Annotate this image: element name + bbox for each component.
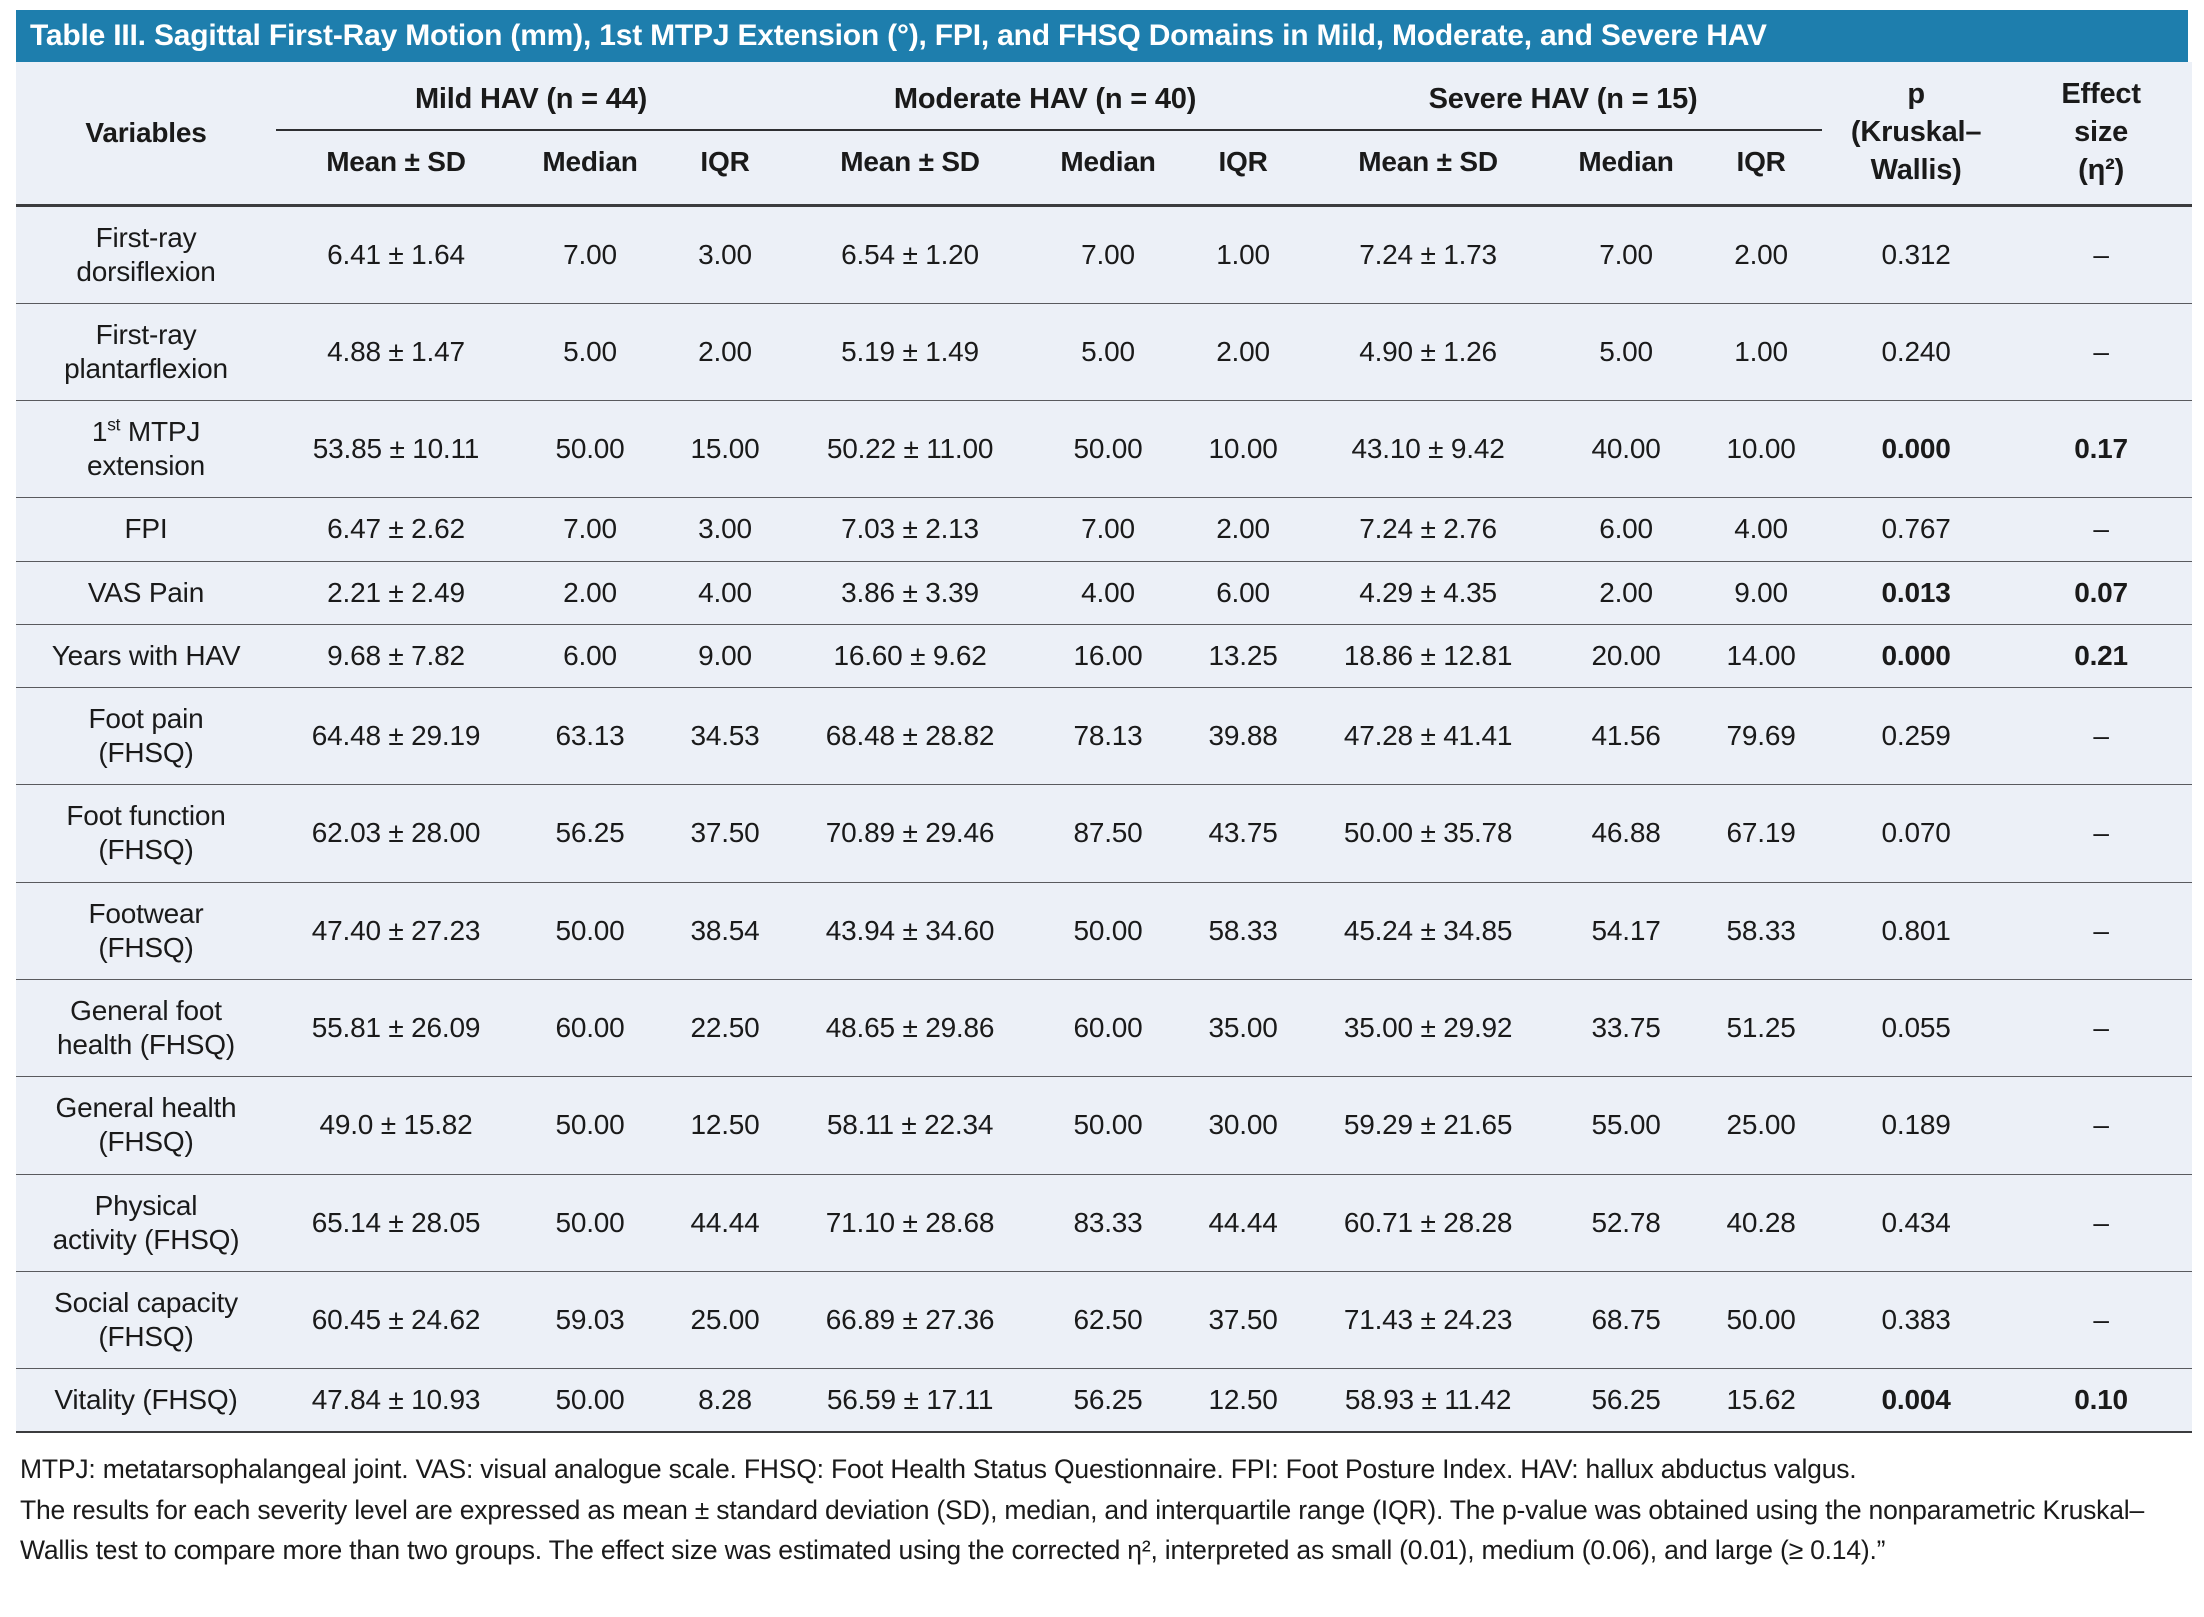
row-label: First-ray plantarflexion [16,303,276,400]
cell-mild-mean-sd: 60.45 ± 24.62 [276,1271,516,1368]
cell-mild-iqr: 34.53 [664,687,786,784]
cell-mild-iqr: 38.54 [664,882,786,979]
table-row [16,1271,2192,1368]
cell-mild-iqr: 22.50 [664,979,786,1076]
cell-p-value: 0.312 [1822,205,2010,303]
table-row [16,498,2192,561]
cell-moderate-mean-sd: 50.22 ± 11.00 [786,401,1034,498]
cell-severe-median: 33.75 [1552,979,1700,1076]
row-label: Social capacity (FHSQ) [16,1271,276,1368]
cell-mild-mean-sd: 49.0 ± 15.82 [276,1077,516,1174]
cell-moderate-median: 87.50 [1034,785,1182,882]
row-label: General foot health (FHSQ) [16,979,276,1076]
results-table [16,62,2192,1433]
cell-severe-iqr: 9.00 [1700,561,1822,624]
cell-effect-size: – [2010,205,2192,303]
cell-p-value: 0.767 [1822,498,2010,561]
cell-moderate-median: 7.00 [1034,498,1182,561]
table-row [16,303,2192,400]
row-label: VAS Pain [16,561,276,624]
cell-mild-median: 5.00 [516,303,664,400]
p-header-line-2: (Kruskal– [1850,115,1982,148]
cell-mild-median: 2.00 [516,561,664,624]
cell-mild-mean-sd: 47.40 ± 27.23 [276,882,516,979]
cell-severe-median: 20.00 [1552,624,1700,687]
cell-mild-median: 50.00 [516,1369,664,1433]
cell-p-value: 0.434 [1822,1174,2010,1271]
cell-moderate-median: 7.00 [1034,205,1182,303]
moderate-iqr-header: IQR [1218,146,1268,178]
cell-mild-median: 59.03 [516,1271,664,1368]
cell-effect-size: 0.17 [2010,401,2192,498]
cell-p-value: 0.383 [1822,1271,2010,1368]
cell-effect-size: – [2010,1077,2192,1174]
cell-severe-median: 54.17 [1552,882,1700,979]
cell-moderate-mean-sd: 7.03 ± 2.13 [786,498,1034,561]
cell-moderate-iqr: 6.00 [1182,561,1304,624]
cell-p-value: 0.000 [1822,401,2010,498]
cell-moderate-mean-sd: 70.89 ± 29.46 [786,785,1034,882]
cell-mild-iqr: 4.00 [664,561,786,624]
cell-mild-iqr: 2.00 [664,303,786,400]
cell-moderate-mean-sd: 43.94 ± 34.60 [786,882,1034,979]
cell-severe-median: 41.56 [1552,687,1700,784]
cell-mild-median: 56.25 [516,785,664,882]
cell-moderate-iqr: 30.00 [1182,1077,1304,1174]
row-label: 1st MTPJ extension [16,401,276,498]
effect-header-line-2: size [2074,115,2129,148]
cell-p-value: 0.240 [1822,303,2010,400]
table-row [16,882,2192,979]
cell-severe-iqr: 4.00 [1700,498,1822,561]
cell-severe-iqr: 79.69 [1700,687,1822,784]
cell-moderate-iqr: 1.00 [1182,205,1304,303]
cell-p-value: 0.070 [1822,785,2010,882]
cell-severe-mean-sd: 7.24 ± 2.76 [1304,498,1552,561]
cell-severe-median: 6.00 [1552,498,1700,561]
cell-moderate-iqr: 13.25 [1182,624,1304,687]
group-header-moderate: Moderate HAV (n = 40) [786,62,1304,130]
cell-effect-size: 0.07 [2010,561,2192,624]
cell-effect-size: 0.10 [2010,1369,2192,1433]
cell-mild-mean-sd: 65.14 ± 28.05 [276,1174,516,1271]
cell-severe-median: 52.78 [1552,1174,1700,1271]
cell-severe-mean-sd: 47.28 ± 41.41 [1304,687,1552,784]
mild-mean-sd-header: Mean ± SD [326,146,466,178]
cell-mild-median: 50.00 [516,1077,664,1174]
row-label: First-ray dorsiflexion [16,205,276,303]
footnote-abbreviations: MTPJ: metatarsophalangeal joint. VAS: visual analogue scale. FHSQ: Foot Health Status Questionnaire. FPI: Foot Posture Index. HAV: hallux abductus valgus. [20,1454,1857,1485]
cell-effect-size: – [2010,979,2192,1076]
cell-mild-iqr: 25.00 [664,1271,786,1368]
cell-mild-iqr: 15.00 [664,401,786,498]
cell-severe-mean-sd: 59.29 ± 21.65 [1304,1077,1552,1174]
table-footnotes [16,1433,2196,1570]
cell-severe-iqr: 51.25 [1700,979,1822,1076]
cell-p-value: 0.013 [1822,561,2010,624]
cell-severe-iqr: 25.00 [1700,1077,1822,1174]
cell-effect-size: – [2010,882,2192,979]
cell-moderate-median: 50.00 [1034,401,1182,498]
cell-moderate-mean-sd: 3.86 ± 3.39 [786,561,1034,624]
cell-mild-median: 50.00 [516,882,664,979]
cell-moderate-median: 50.00 [1034,882,1182,979]
cell-mild-mean-sd: 64.48 ± 29.19 [276,687,516,784]
cell-moderate-median: 56.25 [1034,1369,1182,1433]
cell-severe-median: 40.00 [1552,401,1700,498]
table-row [16,1077,2192,1174]
cell-effect-size: – [2010,785,2192,882]
cell-severe-iqr: 15.62 [1700,1369,1822,1433]
cell-moderate-median: 62.50 [1034,1271,1182,1368]
moderate-mean-sd-header: Mean ± SD [840,146,980,178]
cell-moderate-median: 5.00 [1034,303,1182,400]
cell-p-value: 0.004 [1822,1369,2010,1433]
cell-moderate-iqr: 10.00 [1182,401,1304,498]
table-row [16,624,2192,687]
cell-mild-mean-sd: 2.21 ± 2.49 [276,561,516,624]
cell-moderate-median: 50.00 [1034,1077,1182,1174]
cell-severe-mean-sd: 4.90 ± 1.26 [1304,303,1552,400]
mild-iqr-header: IQR [700,146,750,178]
group-header-severe: Severe HAV (n = 15) [1304,62,1822,130]
cell-severe-mean-sd: 43.10 ± 9.42 [1304,401,1552,498]
cell-p-value: 0.055 [1822,979,2010,1076]
cell-moderate-mean-sd: 6.54 ± 1.20 [786,205,1034,303]
cell-moderate-iqr: 35.00 [1182,979,1304,1076]
cell-severe-median: 5.00 [1552,303,1700,400]
group-header-mild: Mild HAV (n = 44) [276,62,786,130]
cell-severe-median: 68.75 [1552,1271,1700,1368]
row-label: Footwear (FHSQ) [16,882,276,979]
p-header-line-3: Wallis) [1870,153,1962,186]
mild-median-header: Median [542,146,638,178]
severe-median-header: Median [1578,146,1674,178]
variables-column-header: Variables [85,116,207,148]
severe-mean-sd-header: Mean ± SD [1358,146,1498,178]
cell-effect-size: – [2010,687,2192,784]
row-label: FPI [16,498,276,561]
cell-severe-mean-sd: 58.93 ± 11.42 [1304,1369,1552,1433]
cell-severe-mean-sd: 60.71 ± 28.28 [1304,1174,1552,1271]
effect-header-line-3: (η²) [2078,153,2125,186]
cell-severe-mean-sd: 45.24 ± 34.85 [1304,882,1552,979]
cell-severe-iqr: 14.00 [1700,624,1822,687]
cell-mild-median: 7.00 [516,498,664,561]
cell-severe-mean-sd: 71.43 ± 24.23 [1304,1271,1552,1368]
cell-mild-median: 7.00 [516,205,664,303]
cell-mild-median: 50.00 [516,1174,664,1271]
cell-moderate-mean-sd: 16.60 ± 9.62 [786,624,1034,687]
cell-severe-median: 56.25 [1552,1369,1700,1433]
results-table-body [16,205,2192,1432]
cell-severe-median: 55.00 [1552,1077,1700,1174]
cell-moderate-median: 16.00 [1034,624,1182,687]
severe-iqr-header: IQR [1736,146,1786,178]
cell-effect-size: – [2010,498,2192,561]
table-row [16,1369,2192,1433]
table-row [16,1174,2192,1271]
cell-severe-mean-sd: 18.86 ± 12.81 [1304,624,1552,687]
table-title-bar [16,10,2188,62]
table-header [16,62,2192,205]
footnote-methods: The results for each severity level are expressed as mean ± standard deviation (SD), median, and interquartile range (IQR). The p-value was obtained using the nonparametric Kruskal–Wallis test to compare more than two groups. The effect size was estimated using the corrected η², interpreted as small (0.01), medium (0.06), and large (≥ 0.14).” [20,1494,2144,1565]
cell-moderate-iqr: 12.50 [1182,1369,1304,1433]
effect-size-header [2010,62,2192,205]
cell-moderate-mean-sd: 58.11 ± 22.34 [786,1077,1034,1174]
cell-moderate-iqr: 2.00 [1182,498,1304,561]
cell-effect-size: – [2010,1174,2192,1271]
table-row [16,687,2192,784]
cell-p-value: 0.000 [1822,624,2010,687]
cell-moderate-mean-sd: 68.48 ± 28.82 [786,687,1034,784]
cell-severe-mean-sd: 35.00 ± 29.92 [1304,979,1552,1076]
moderate-median-header: Median [1060,146,1156,178]
cell-p-value: 0.259 [1822,687,2010,784]
cell-mild-median: 6.00 [516,624,664,687]
cell-severe-mean-sd: 7.24 ± 1.73 [1304,205,1552,303]
cell-moderate-median: 83.33 [1034,1174,1182,1271]
cell-moderate-median: 78.13 [1034,687,1182,784]
cell-moderate-mean-sd: 56.59 ± 17.11 [786,1369,1034,1433]
cell-severe-iqr: 58.33 [1700,882,1822,979]
row-label: Vitality (FHSQ) [16,1369,276,1433]
cell-effect-size: – [2010,303,2192,400]
cell-severe-iqr: 1.00 [1700,303,1822,400]
cell-moderate-median: 60.00 [1034,979,1182,1076]
cell-mild-median: 63.13 [516,687,664,784]
cell-moderate-mean-sd: 71.10 ± 28.68 [786,1174,1034,1271]
cell-p-value: 0.801 [1822,882,2010,979]
row-label: Foot pain (FHSQ) [16,687,276,784]
cell-severe-median: 46.88 [1552,785,1700,882]
cell-mild-iqr: 8.28 [664,1369,786,1433]
table-title: Table III. Sagittal First-Ray Motion (mm), 1st MTPJ Extension (°), FPI, and FHSQ Domains in Mild, Moderate, and Severe HAV [30,19,1767,52]
cell-severe-mean-sd: 50.00 ± 35.78 [1304,785,1552,882]
row-label: General health (FHSQ) [16,1077,276,1174]
cell-mild-mean-sd: 6.41 ± 1.64 [276,205,516,303]
cell-severe-mean-sd: 4.29 ± 4.35 [1304,561,1552,624]
cell-severe-iqr: 40.28 [1700,1174,1822,1271]
cell-moderate-mean-sd: 48.65 ± 29.86 [786,979,1034,1076]
table-row [16,401,2192,498]
row-label: Years with HAV [16,624,276,687]
cell-mild-iqr: 12.50 [664,1077,786,1174]
cell-mild-mean-sd: 6.47 ± 2.62 [276,498,516,561]
cell-mild-iqr: 3.00 [664,205,786,303]
table-row [16,979,2192,1076]
cell-severe-iqr: 10.00 [1700,401,1822,498]
cell-mild-mean-sd: 9.68 ± 7.82 [276,624,516,687]
cell-moderate-iqr: 44.44 [1182,1174,1304,1271]
cell-mild-mean-sd: 53.85 ± 10.11 [276,401,516,498]
cell-mild-iqr: 3.00 [664,498,786,561]
cell-mild-mean-sd: 47.84 ± 10.93 [276,1369,516,1433]
cell-severe-median: 7.00 [1552,205,1700,303]
cell-mild-median: 60.00 [516,979,664,1076]
cell-moderate-iqr: 58.33 [1182,882,1304,979]
table-row [16,205,2192,303]
group-header-row [16,62,2192,130]
cell-mild-iqr: 44.44 [664,1174,786,1271]
cell-moderate-median: 4.00 [1034,561,1182,624]
cell-mild-iqr: 9.00 [664,624,786,687]
cell-effect-size: 0.21 [2010,624,2192,687]
cell-moderate-mean-sd: 5.19 ± 1.49 [786,303,1034,400]
effect-header-line-1: Effect [2061,78,2141,111]
table-row [16,785,2192,882]
cell-mild-mean-sd: 4.88 ± 1.47 [276,303,516,400]
cell-severe-iqr: 67.19 [1700,785,1822,882]
cell-p-value: 0.189 [1822,1077,2010,1174]
cell-mild-median: 50.00 [516,401,664,498]
cell-mild-iqr: 37.50 [664,785,786,882]
cell-moderate-mean-sd: 66.89 ± 27.36 [786,1271,1034,1368]
cell-severe-iqr: 2.00 [1700,205,1822,303]
cell-effect-size: – [2010,1271,2192,1368]
p-kruskal-wallis-header [1822,62,2010,205]
cell-moderate-iqr: 43.75 [1182,785,1304,882]
cell-mild-mean-sd: 55.81 ± 26.09 [276,979,516,1076]
cell-moderate-iqr: 39.88 [1182,687,1304,784]
p-header-line-1: p [1907,78,1925,111]
table-row [16,561,2192,624]
cell-severe-median: 2.00 [1552,561,1700,624]
row-label: Foot function (FHSQ) [16,785,276,882]
cell-moderate-iqr: 2.00 [1182,303,1304,400]
cell-mild-mean-sd: 62.03 ± 28.00 [276,785,516,882]
cell-severe-iqr: 50.00 [1700,1271,1822,1368]
row-label: Physical activity (FHSQ) [16,1174,276,1271]
cell-moderate-iqr: 37.50 [1182,1271,1304,1368]
